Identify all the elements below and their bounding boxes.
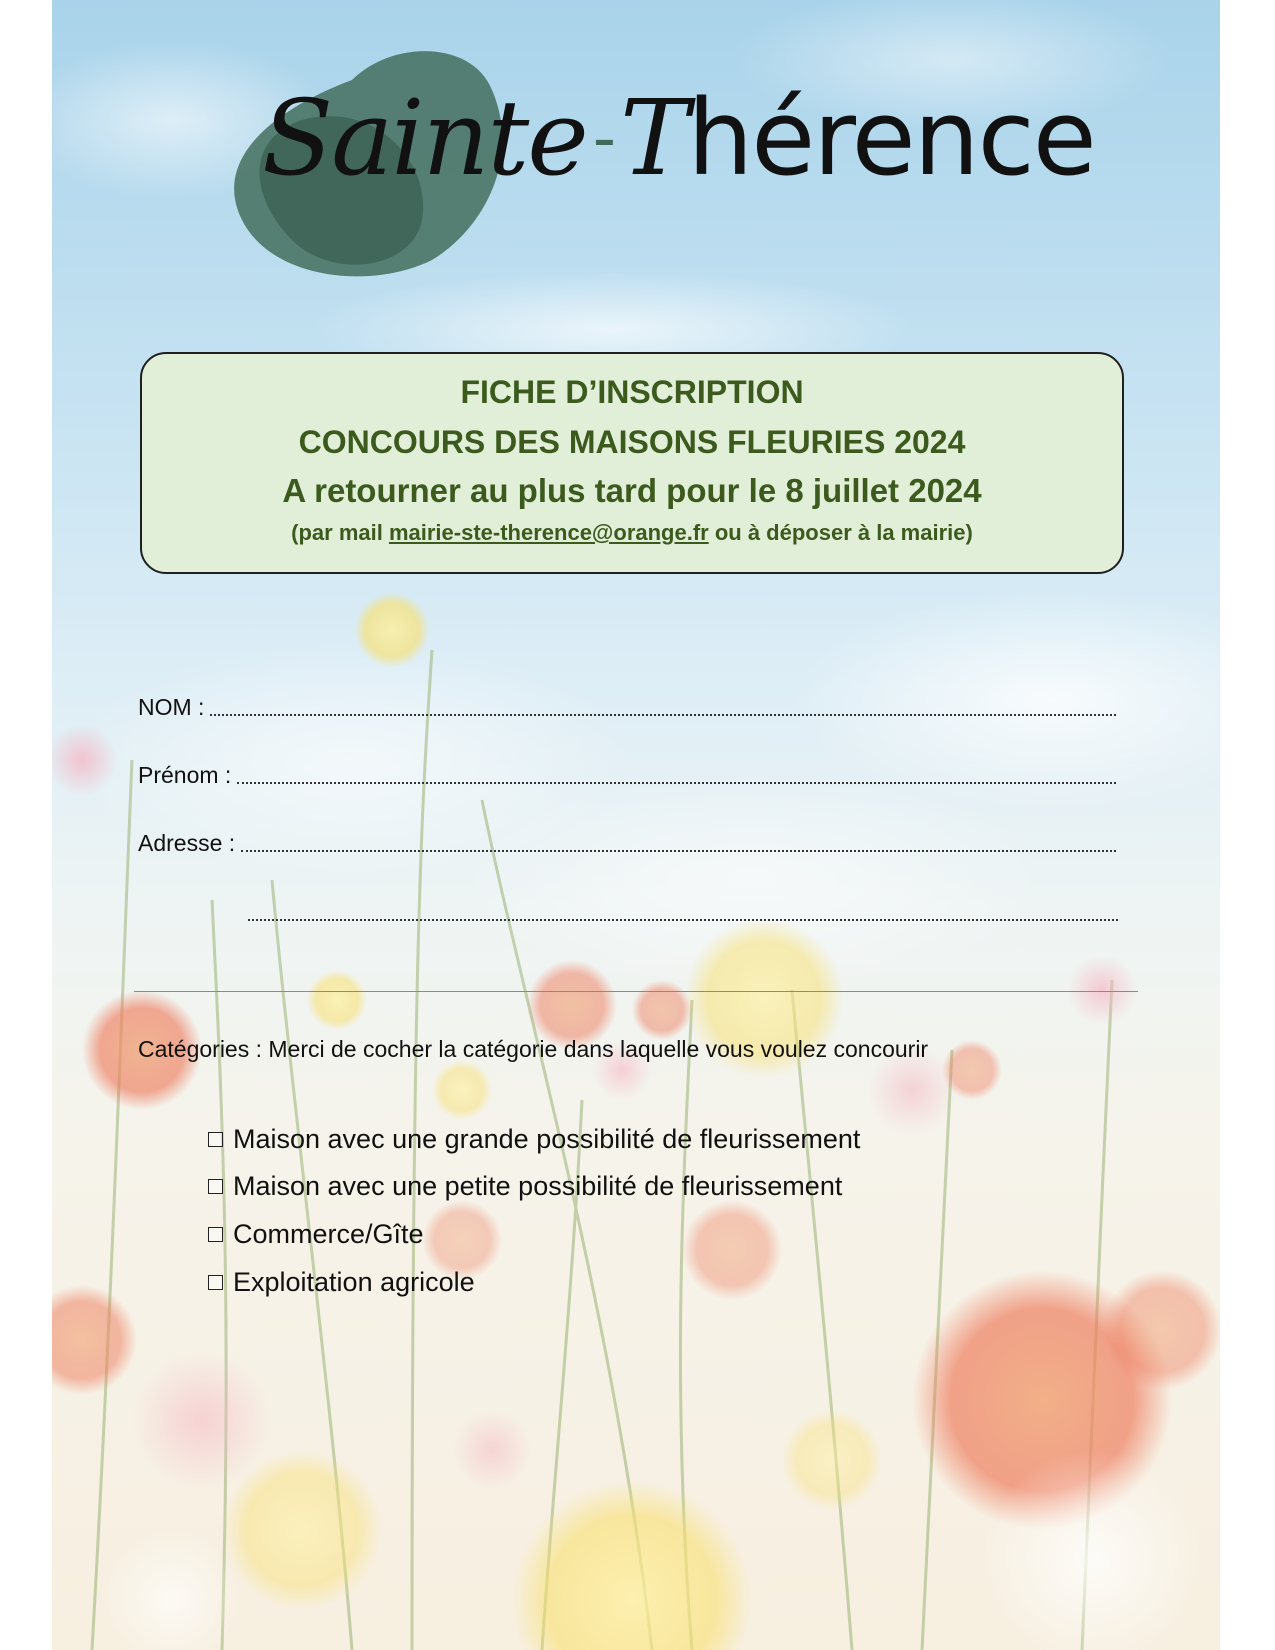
prenom-fill-line[interactable]: [237, 778, 1116, 784]
logo-initial: T: [619, 77, 688, 199]
section-divider: [134, 991, 1138, 992]
category-option-label: Maison avec une petite possibilité de fleurissement: [233, 1171, 843, 1201]
adresse-fill-line[interactable]: [241, 846, 1116, 852]
checkbox[interactable]: [208, 1275, 223, 1290]
category-option-label: Commerce/Gîte: [233, 1219, 424, 1249]
prenom-label: Prénom :: [138, 762, 232, 788]
category-option-label: Exploitation agricole: [233, 1267, 475, 1297]
deadline-text: A retourner au plus tard pour le 8 juillet 2024: [282, 472, 982, 509]
nom-fill-line[interactable]: [210, 710, 1116, 716]
document-page: [52, 0, 1220, 1650]
checkbox[interactable]: [208, 1179, 223, 1194]
category-option[interactable]: [208, 1267, 475, 1298]
logo-word-first: Sainte: [262, 77, 587, 199]
form-title: FICHE D’INSCRIPTION: [460, 374, 804, 410]
checkbox[interactable]: [208, 1227, 223, 1242]
submission-suffix: ou à déposer à la mairie): [708, 520, 973, 545]
submission-prefix: (par mail: [291, 520, 389, 545]
checkbox[interactable]: [208, 1132, 223, 1147]
category-option[interactable]: [208, 1171, 842, 1202]
category-option[interactable]: [208, 1124, 860, 1155]
adresse-fill-line-2[interactable]: [248, 915, 1118, 921]
nom-field[interactable]: [138, 694, 1116, 721]
adresse-label: Adresse :: [138, 830, 236, 856]
email-link[interactable]: mairie-ste-therence@orange.fr: [388, 520, 709, 545]
category-option-label: Maison avec une grande possibilité de fleurissement: [233, 1124, 861, 1154]
nom-label: NOM :: [138, 694, 205, 720]
prenom-field[interactable]: [138, 762, 1116, 789]
adresse-second-line[interactable]: [248, 898, 1118, 926]
submission-instructions: [142, 520, 1122, 546]
logo-wordmark: [262, 58, 1122, 218]
adresse-field[interactable]: [138, 830, 1116, 857]
registration-header-box: [140, 352, 1124, 574]
categories-instructions: Catégories : Merci de cocher la catégorie dans laquelle vous voulez concourir: [138, 1036, 929, 1062]
contest-title: CONCOURS DES MAISONS FLEURIES 2024: [298, 424, 966, 460]
logo-word-last: hérence: [687, 77, 1095, 199]
category-option[interactable]: [208, 1219, 424, 1250]
logo-dash: -: [592, 102, 614, 176]
